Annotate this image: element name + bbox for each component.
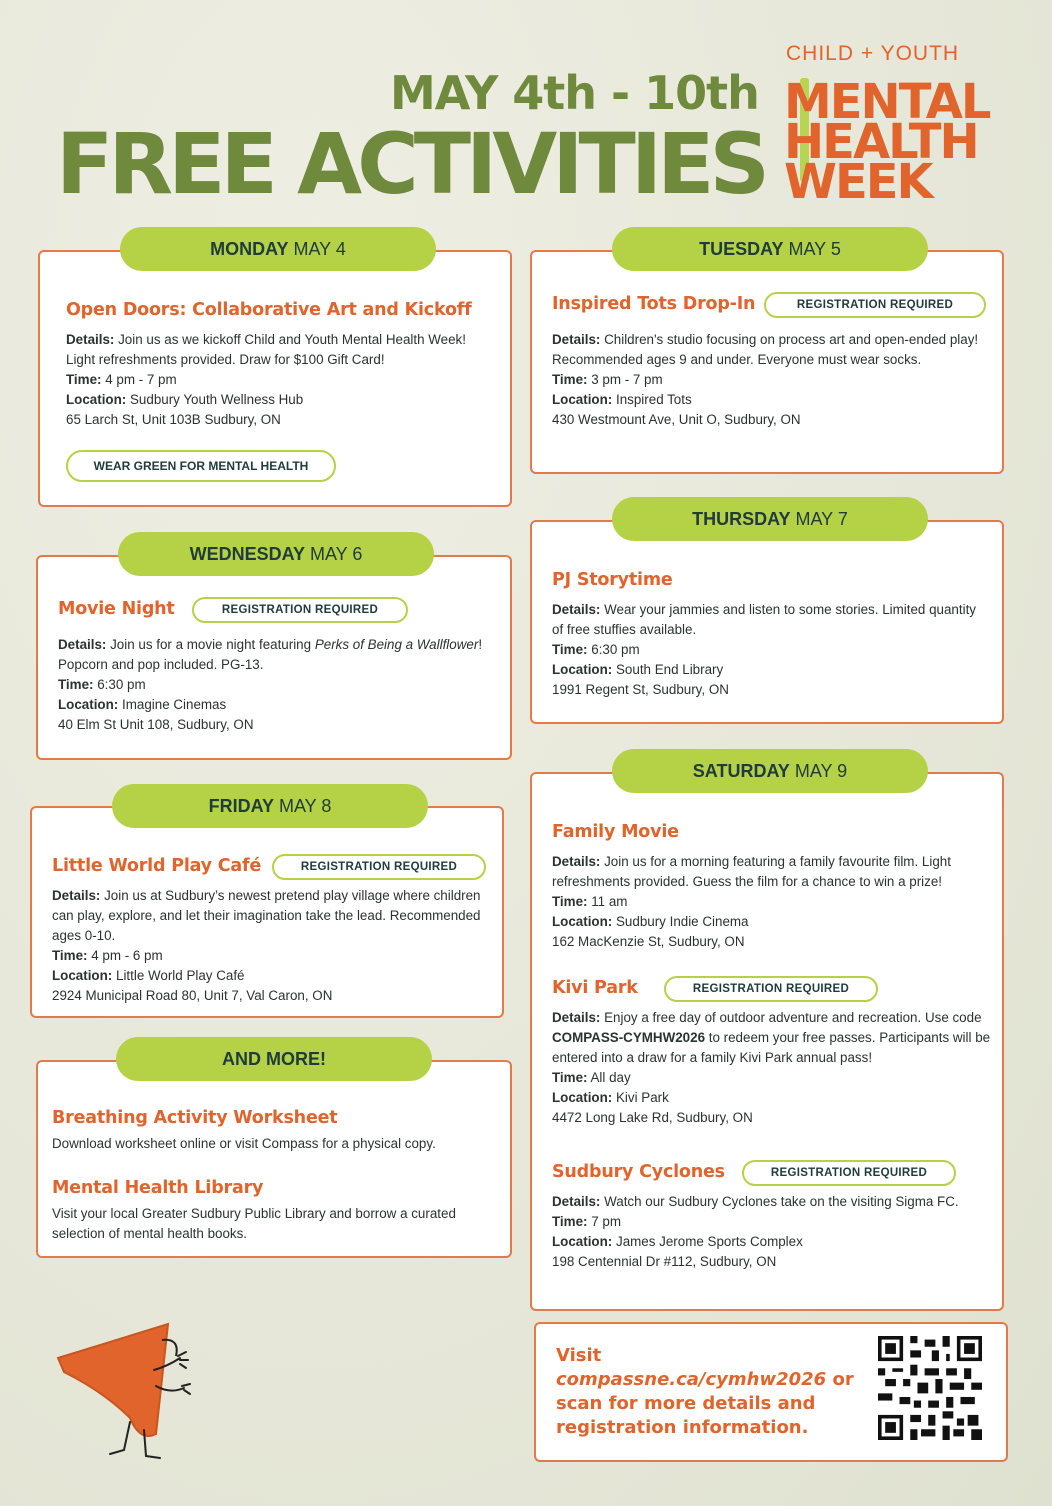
event-details: Details: Join us for a movie night featuring Perks of Being a Wallflower! Popcorn and pop included. PG-13. Time: 6:30 pm Location: Imagine Cinemas 40 Elm St Unit 108, Sudbury, ON — [58, 637, 483, 732]
event-title: Movie Night — [58, 599, 175, 619]
event-title: Little World Play Café — [52, 856, 262, 876]
qr-code-icon[interactable] — [878, 1336, 982, 1440]
event-details: Details: Watch our Sudbury Cyclones take on the visiting Sigma FC. Time: 7 pm Location: James Jerome Sports Complex 198 Centennial Dr #112, Sudbury, ON — [552, 1194, 959, 1269]
event-details: Download worksheet online or visit Compass for a physical copy. — [52, 1136, 436, 1151]
wednesday-card — [36, 555, 512, 760]
more-card — [36, 1060, 512, 1258]
event-details: Visit your local Greater Sudbury Public Library and borrow a curated selection of mental health books. — [52, 1206, 456, 1241]
registration-badge: REGISTRATION REQUIRED — [742, 1160, 956, 1186]
wear-green-tag: WEAR GREEN FOR MENTAL HEALTH — [66, 450, 336, 482]
tuesday-card — [530, 250, 1004, 474]
event-title: Breathing Activity Worksheet — [52, 1108, 338, 1128]
event-title: Open Doors: Collaborative Art and Kickoff — [66, 300, 472, 320]
registration-badge: REGISTRATION REQUIRED — [272, 854, 486, 880]
more-header: AND MORE! — [116, 1037, 432, 1081]
monday-header: MONDAY MAY 4 — [120, 227, 436, 271]
thursday-header: THURSDAY MAY 7 — [612, 497, 928, 541]
logo-line-mental: MENTAL — [784, 74, 990, 130]
monday-card — [38, 250, 512, 507]
registration-badge: REGISTRATION REQUIRED — [664, 976, 878, 1002]
event-details: Details: Enjoy a free day of outdoor adventure and recreation. Use code COMPASS-CYMHW2026 to redeem your free passes. Participants will be entered into a draw for a family Kivi Park annual pass! Time: All day Location: Kivi Park 4472 Long Lake Rd, Sudbury, ON — [552, 1010, 991, 1125]
event-details: Details: Children's studio focusing on process art and open-ended play! Recommended ages 9 and under. Everyone must wear socks. Time: 3 pm - 7 pm Location: Inspired Tots 430 Westmount Ave, Unit O, Sudbury, ON — [552, 332, 979, 427]
saturday-card — [530, 772, 1004, 1311]
saturday-header: SATURDAY MAY 9 — [612, 749, 928, 793]
thursday-card — [530, 520, 1004, 724]
visit-url[interactable]: compassne.ca/cymhw2026 — [556, 1369, 827, 1390]
event-title: PJ Storytime — [552, 570, 673, 590]
event-title: Inspired Tots Drop-In — [552, 294, 756, 314]
logo-subtitle: CHILD + YOUTH — [786, 42, 960, 65]
event-title: Mental Health Library — [52, 1178, 264, 1198]
visit-text: Visit compassne.ca/cymhw2026 or scan for more details and registration information. — [556, 1345, 854, 1438]
event-details: Details: Wear your jammies and listen to some stories. Limited quantity of free stuffies available. Time: 6:30 pm Location: South End Library 1991 Regent St, Sudbury, ON — [552, 602, 976, 697]
registration-badge: REGISTRATION REQUIRED — [192, 597, 408, 623]
event-details: Details: Join us as we kickoff Child and Youth Mental Health Week! Light refreshments provided. Draw for $100 Gift Card! Time: 4 pm - 7 pm Location: Sudbury Youth Wellness Hub 65 Larch St, Unit 103B Sudbury, ON — [66, 332, 466, 427]
date-range: MAY 4th - 10th — [390, 66, 759, 120]
event-details: Details: Join us at Sudbury’s newest pretend play village where children can play, explore, and let their imagination take the lead. Recommended ages 0-10. Time: 4 pm - 6 pm Location: Little World Play Café 2924 Municipal Road 80, Unit 7, Val Caron, ON — [52, 888, 481, 1003]
page-title: FREE ACTIVITIES — [56, 115, 765, 213]
mascot-illustration — [44, 1300, 244, 1470]
tuesday-header: TUESDAY MAY 5 — [612, 227, 928, 271]
logo-line-health: HEALTH — [784, 114, 978, 170]
friday-card — [30, 806, 504, 1018]
event-details: Details: Join us for a morning featuring a family favourite film. Light refreshments provided. Guess the film for a chance to win a prize! Time: 11 am Location: Sudbury Indie Cinema 162 MacKenzie St, Sudbury, ON — [552, 854, 951, 949]
logo-line-week: WEEK — [784, 154, 932, 210]
event-title: Sudbury Cyclones — [552, 1162, 725, 1182]
friday-header: FRIDAY MAY 8 — [112, 784, 428, 828]
event-title: Family Movie — [552, 822, 679, 842]
registration-badge: REGISTRATION REQUIRED — [764, 292, 986, 318]
event-title: Kivi Park — [552, 978, 638, 998]
wednesday-header: WEDNESDAY MAY 6 — [118, 532, 434, 576]
